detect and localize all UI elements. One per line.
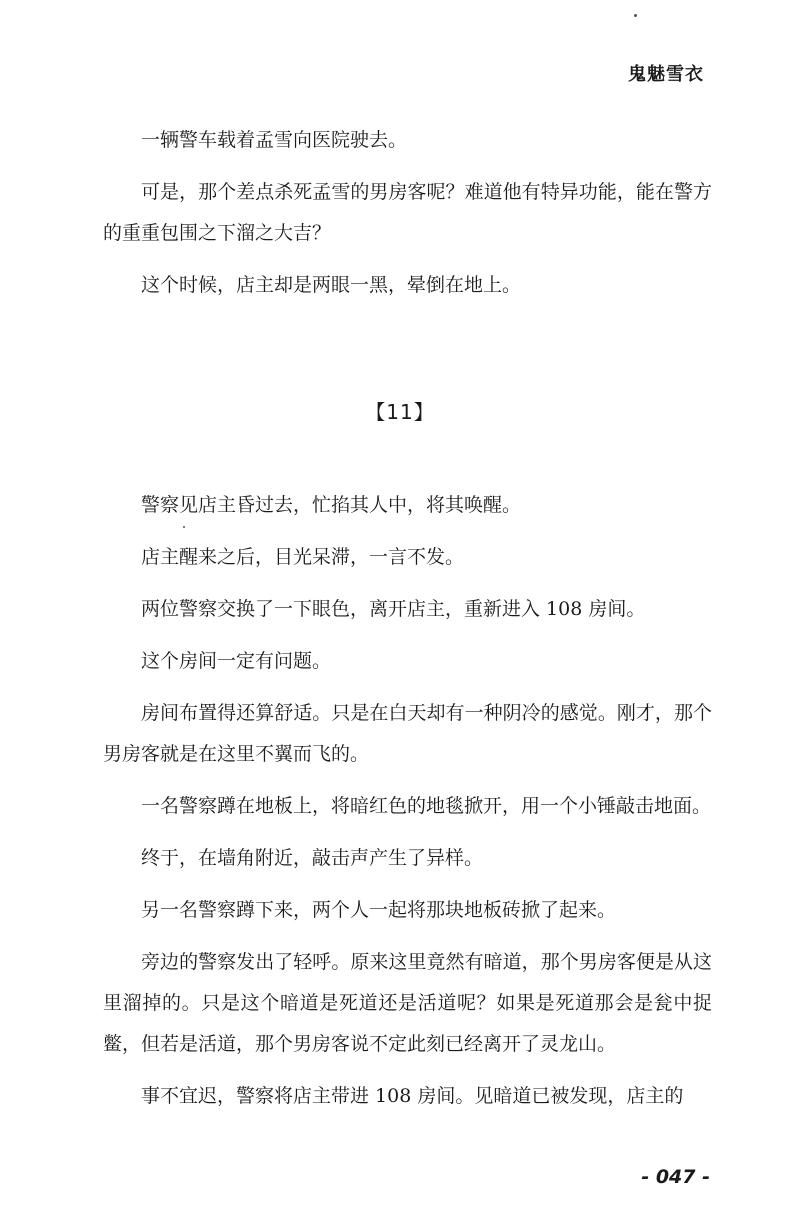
- paragraph: 事不宜迟，警察将店主带进 108 房间。见暗道已被发现，店主的: [141, 1085, 684, 1107]
- paragraph: 可是，那个差点杀死孟雪的男房客呢？难道他有特异功能，能在警方的重重包围之下溜之大吉？: [103, 181, 712, 244]
- section-heading: 【11】: [365, 400, 435, 424]
- paragraph: 终于，在墙角附近，敲击声产生了异样。: [141, 847, 484, 869]
- paragraph: 这个房间一定有问题。: [141, 650, 332, 672]
- paragraph: 一辆警车载着孟雪向医院驶去。: [141, 129, 408, 151]
- running-header-title: 鬼魅雪衣: [628, 64, 704, 85]
- paragraph: 两位警察交换了一下眼色，离开店主，重新进入 108 房间。: [141, 598, 646, 620]
- text-block-top: [103, 120, 712, 317]
- paragraph: 警察见店主昏过去，忙掐其人中，将其唤醒。: [141, 494, 522, 516]
- paragraph: 另一名警察蹲下来，两个人一起将那块地板砖掀了起来。: [141, 899, 617, 921]
- page-number: - 047 -: [641, 1166, 710, 1188]
- scan-speck: [634, 14, 637, 17]
- paragraph: 店主醒来之后，目光呆滞，一言不发。: [141, 546, 465, 568]
- paragraph: 一名警察蹲在地板上，将暗红色的地毯掀开，用一个小锤敲击地面。: [141, 795, 712, 817]
- text-block-main: [103, 485, 712, 1128]
- paragraph: 旁边的警察发出了轻呼。原来这里竟然有暗道，那个男房客便是从这里溜掉的。只是这个暗道是死道还是活道呢？如果是死道那会是瓮中捉鳖，但若是活道，那个男房客说不定此刻已经离开了灵龙山。: [103, 951, 712, 1055]
- paragraph: 房间布置得还算舒适。只是在白天却有一种阴冷的感觉。刚才，那个男房客就是在这里不翼而飞的。: [103, 702, 712, 765]
- paragraph: 这个时候，店主却是两眼一黑，晕倒在地上。: [141, 274, 522, 296]
